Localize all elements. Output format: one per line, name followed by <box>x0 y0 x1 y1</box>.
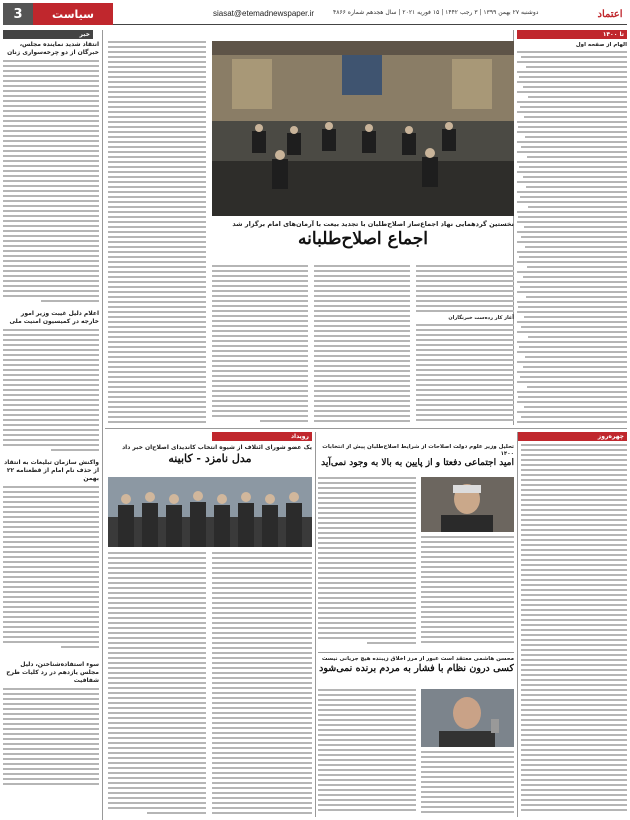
page-number: 3 <box>3 3 33 25</box>
main-headline-subtitle: نخستین گردهمایی نهاد اجماع‌ساز اصلاح‌طلبان با تجدید بیعت با آرمان‌های امام برگزار شد <box>232 220 514 228</box>
portrait-illustration-1 <box>421 477 514 532</box>
mid-story-subtitle: یک عضو شورای ائتلاف از شیوه انتخاب کاندیدای اصلاح‌ان خبر داد <box>122 444 312 451</box>
story-three-text-col-2 <box>421 536 514 649</box>
dateline: دوشنبه ۲۷ بهمن ۱۳۹۹ | ۳ رجب ۱۴۴۲ | ۱۵ فوریه ۲۰۲۱ | سال هجدهم شماره ۴۸۶۶ <box>333 9 539 16</box>
story-four-subtitle: محسن هاشمی معتقد است عبور از مرز اخلاق زیبنده هیچ جریانی نیست <box>321 656 514 662</box>
newspaper-logo: اعتماد <box>597 8 623 20</box>
story-three-title: امید اجتماعی دفعتا و از پایین به بالا به وجود نمی‌آید <box>321 458 514 468</box>
story-three-text-col-1 <box>318 477 416 649</box>
column-label-left: خبر <box>3 30 93 39</box>
mid-story-text-col-2 <box>212 552 312 817</box>
section-email: siasat@etemadnewspaper.ir <box>213 9 315 18</box>
inner-column-text <box>108 41 206 425</box>
story-four-headline <box>318 656 514 686</box>
story-four-portrait <box>421 689 514 747</box>
main-headline-block <box>212 220 514 262</box>
left-news-headline-1: انتقاد شدید نماینده مجلس، خبرگان از دو چرخه‌سواری زنان <box>7 41 99 56</box>
right-column-heading: الهام‌ از صفحه اول <box>575 42 627 48</box>
story-three-headline <box>318 444 514 474</box>
main-headline-title: اجماع اصلاح‌طلبانه <box>298 229 428 249</box>
mid-story-text-col-1 <box>108 552 206 817</box>
meeting-photo-illustration <box>212 41 514 216</box>
story-three-subtitle: تحلیل وزیر علوم دولت اصلاحات از شرایط اصلاح‌طلبان پیش از انتخابات ۱۴۰۰ <box>322 444 514 457</box>
story-four-text-col-1 <box>318 689 416 817</box>
left-news-column <box>3 41 99 817</box>
group-photo-illustration <box>108 477 312 547</box>
story-four-title: کسی درون نظام با فشار به مردم برنده نمی‌شود <box>319 663 514 674</box>
mid-story-photo-group <box>108 477 312 547</box>
label-mid-strip: رویداد <box>212 432 312 441</box>
crosshead-1: آغاز کار رده‌ست خبرنگاران <box>448 315 514 321</box>
mid-story-headline <box>108 444 312 474</box>
section-name: سیاست <box>33 3 113 25</box>
bottom-right-column <box>521 444 627 817</box>
story-four-text-col-2 <box>421 751 514 817</box>
mid-story-title: مدل نامزد - کابینه <box>168 452 252 465</box>
column-label-right: تا ۱۴۰۰ <box>517 30 627 39</box>
main-story-text-col-2 <box>314 265 410 425</box>
page-header <box>3 3 627 25</box>
main-story-text-col-1 <box>212 265 308 425</box>
left-news-headline-3: واکنش سازمان تبلیغات به انتقاد از حذف نام امام از قطعنامه ۲۲ بهمن <box>4 459 99 482</box>
left-news-headline-2: اعلام دلیل غیبت وزیر امور خارجه در کمیسیون امنیت ملی <box>9 310 99 325</box>
main-story-text-col-3 <box>416 265 514 425</box>
right-column-text <box>517 51 627 426</box>
story-three-portrait <box>421 477 514 532</box>
main-photo-meeting-hall <box>212 41 514 216</box>
right-column <box>517 41 627 426</box>
left-news-headline-4: سوء استفاده‌شناختن، دلیل مجلس یازدهم در رد کلیات طرح شفافیت <box>6 661 99 684</box>
portrait-illustration-2 <box>421 689 514 747</box>
label-bottom-right: چهره‌روز <box>517 432 627 441</box>
